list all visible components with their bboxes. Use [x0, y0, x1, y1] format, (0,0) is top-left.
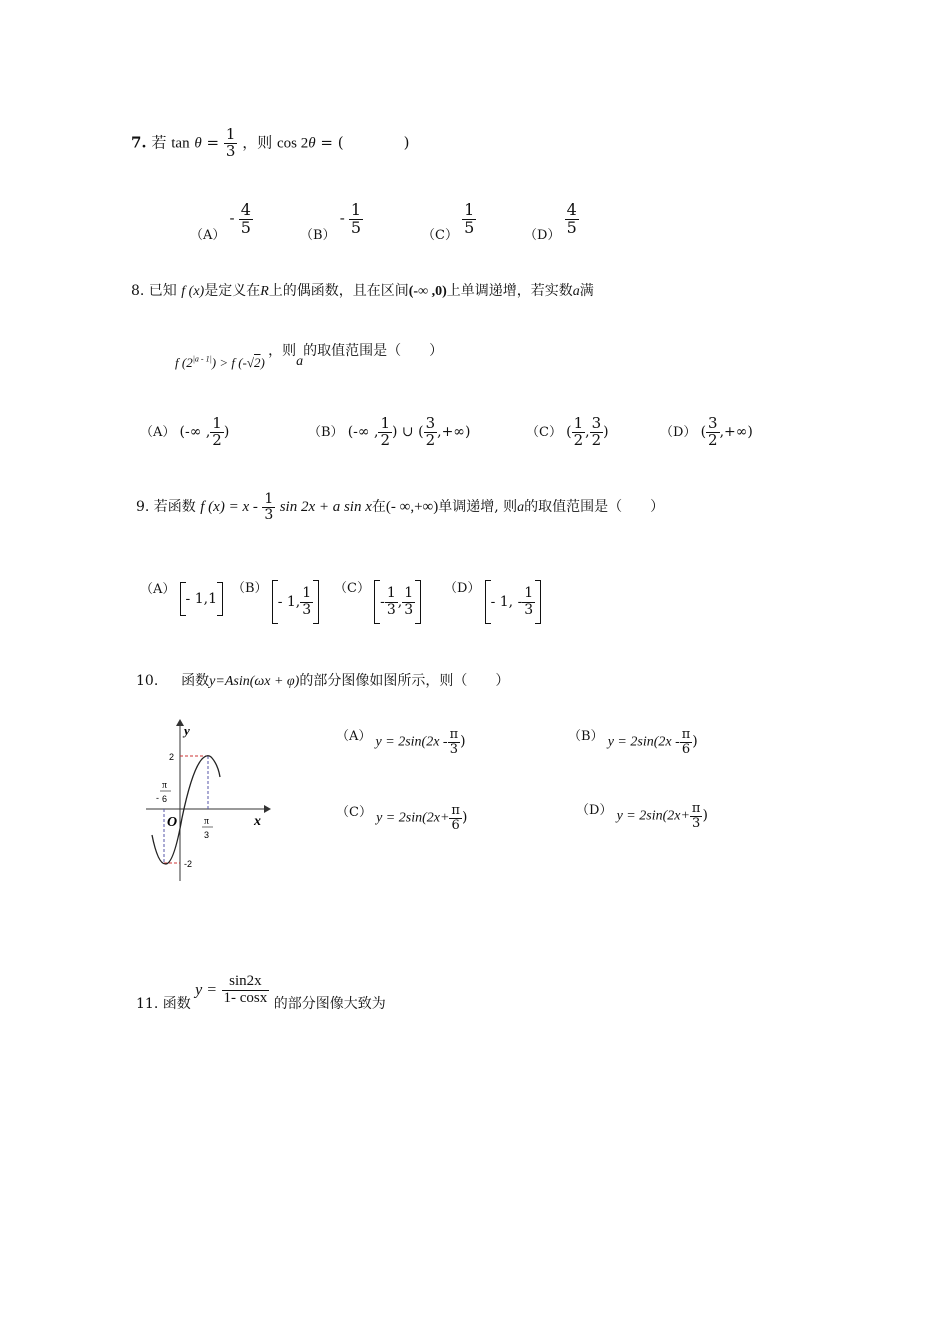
q10-option-c-den: 6 [451, 817, 460, 833]
q9-option-b-frac [300, 586, 313, 618]
q8-option-c-num2: 3 [591, 414, 602, 432]
q9-fx: f (x) = x - [200, 499, 258, 516]
q9-option-b-text: - 1, [277, 594, 301, 610]
q9-option-a-interval [180, 582, 223, 616]
q7-option-c-den: 5 [464, 217, 475, 237]
q10-option-b-text: y = 2sin(2x - [607, 734, 680, 750]
q10-option-b-label: （B） [568, 728, 604, 744]
q9-option-d-interval [485, 580, 542, 624]
q8-mid2: 上的偶函数，且在区间 [268, 283, 409, 299]
q8-option-a-text: (-∞ , [179, 423, 211, 440]
q10-sine-graph [140, 715, 275, 890]
q7-number: 7. [131, 133, 147, 152]
q9-option-b-interval [272, 580, 319, 624]
q8-option-a-after: ) [223, 423, 230, 440]
q8-option-c-frac2 [590, 416, 604, 449]
q10-option-a-den: 3 [449, 741, 458, 757]
q9-option-d-num: 1 [524, 585, 534, 602]
q7-option-d-frac [565, 202, 579, 237]
q9-option-b-num: 1 [302, 585, 312, 602]
q7-option-c [422, 200, 476, 243]
q9-option-b-label: （B） [232, 580, 268, 596]
q10-option-d-den: 3 [692, 815, 701, 831]
q9-frac-num: 1 [264, 491, 274, 507]
q8-option-b-den2: 2 [425, 430, 436, 449]
q7-option-b-label: （B） [300, 227, 336, 243]
q7-option-c-frac [462, 202, 476, 237]
q7-option-c-label: （C） [422, 227, 458, 243]
q8-pre: 8. 已知 [131, 283, 177, 299]
q10-func: y=Asin(ωx + φ) [209, 674, 300, 689]
q9-option-d-den: 3 [524, 601, 534, 618]
q9-option-c-num: 1 [386, 585, 396, 602]
q9-option-c-mid: , [397, 594, 403, 610]
q8-option-b [308, 416, 470, 449]
q10-option-d [576, 802, 708, 830]
q9-option-c-label: （C） [334, 580, 370, 596]
q9-option-b [232, 580, 319, 624]
q10-option-b-after: ) [692, 733, 698, 750]
q8-option-a-label: （A） [140, 424, 176, 440]
q7-option-d-num: 4 [566, 200, 577, 219]
q11-y: y = [195, 981, 218, 999]
q10-option-b-num: π [681, 727, 691, 742]
q8-mid: 是定义在 [204, 283, 261, 299]
q8-option-c [526, 416, 609, 449]
q8-option-b-frac2 [424, 416, 438, 449]
q7-option-a-sign: - [229, 208, 235, 227]
q7-option-d-label: （D） [524, 227, 561, 243]
sine-curve [152, 756, 220, 864]
neg-pi-six-num: π [162, 780, 168, 791]
q10-option-a-label: （A） [336, 728, 372, 744]
q10-option-c-text: y = 2sin(2x+ [376, 810, 450, 826]
q7-option-b-den: 5 [350, 217, 362, 237]
q7-option-a-num: 4 [240, 200, 251, 219]
q8-option-d-text: ( [700, 423, 707, 440]
q10-option-a-num: π [449, 727, 459, 742]
q8-option-a-den: 2 [212, 430, 222, 449]
q9-option-a [140, 582, 223, 616]
question-10 [136, 670, 509, 690]
question-11 [136, 973, 386, 1013]
q8-option-b-after2: ,+∞) [437, 423, 471, 440]
q8-option-b-num: 1 [380, 414, 391, 432]
q8-interval: (-∞ ,0) [408, 284, 447, 299]
q11-fraction [222, 974, 270, 1007]
q9-option-a-label: （A） [140, 581, 176, 597]
q9-end: 的取值范围是（ ） [524, 499, 665, 516]
q8-R: R [260, 284, 269, 299]
q10-option-c-after: ) [461, 809, 468, 826]
q9-fraction [262, 492, 275, 522]
q11-frac-den: 1- cosx [223, 989, 268, 1006]
q7-eq: = [206, 133, 220, 152]
question-9 [136, 492, 664, 522]
neg-pi-six-sign: - [156, 793, 159, 803]
q8-option-d [660, 416, 753, 449]
q9-pre: 9. 若函数 [136, 499, 196, 516]
q8-option-c-after: , [585, 423, 590, 440]
question-7 [131, 127, 409, 173]
pi-three-den: 3 [204, 830, 210, 840]
q10-option-c-label: （C） [336, 804, 372, 820]
q9-interval: (- ∞,+∞) [385, 499, 439, 516]
q9-zai: 在 [371, 499, 386, 516]
q8-sqrt: √2 [246, 355, 261, 370]
q7-option-d-den: 5 [566, 217, 577, 237]
q10-option-d-num: π [691, 801, 701, 816]
q7-frac-num: 1 [225, 125, 236, 143]
q8-fx: f (x) [181, 284, 205, 299]
q10-option-c [336, 804, 467, 832]
q10-option-a-text: y = 2sin(2x - [375, 734, 448, 750]
q10-number: 10. [136, 673, 159, 689]
q11-tail: 的部分图像大致为 [273, 996, 386, 1013]
q7-option-b-num: 1 [350, 200, 362, 219]
q11-pre: 11. 函数 [136, 996, 191, 1013]
q8-option-b-label: （B） [308, 424, 344, 440]
tick-minus-2-label: -2 [184, 859, 193, 869]
q8-option-d-label: （D） [660, 424, 697, 440]
q8-line2-a: a [296, 354, 304, 369]
q8-option-c-frac [572, 416, 586, 449]
q7-cos: cos 2 [277, 135, 309, 152]
q9-frac-den: 3 [264, 506, 274, 523]
q10-tail: 的部分图像如图所示，则（ ） [299, 673, 510, 689]
q7-option-a-den: 5 [240, 217, 251, 237]
q8-option-b-text: (-∞ , [347, 423, 379, 440]
q7-option-a-frac [239, 202, 253, 237]
q10-option-b-den: 6 [681, 741, 691, 757]
q10-pre: 函数 [181, 673, 210, 689]
q9-rest: sin 2x + a sin x [279, 499, 372, 516]
q8-sqrt-value: 2 [254, 355, 261, 370]
q8-option-d-frac [706, 416, 720, 449]
q7-frac-den: 3 [225, 141, 236, 160]
q9-option-d-frac [522, 586, 535, 618]
q8-option-d-den: 2 [708, 430, 718, 449]
q9-option-a-text: - 1,1 [185, 591, 217, 607]
q9-option-d [444, 580, 541, 624]
q7-theta: θ [194, 135, 202, 152]
q8-end: 满 [579, 283, 594, 299]
q8-cond-f1: f (2 [175, 355, 193, 370]
q9-option-c-num2: 1 [404, 585, 414, 602]
q7-tail: = ( ) [320, 133, 410, 152]
q9-option-c-frac [385, 586, 398, 618]
q8-option-c-after2: ) [603, 423, 609, 440]
y-axis-arrow-icon [176, 719, 184, 726]
q8-option-c-text: ( [566, 423, 572, 440]
q7-pre: 若 [151, 133, 167, 152]
q10-option-d-after: ) [702, 807, 708, 824]
q7-fraction [224, 127, 238, 160]
q8-option-c-label: （C） [526, 424, 562, 440]
q9-option-c [334, 580, 421, 624]
pi-three-num: π [204, 816, 210, 827]
q8-option-b-den: 2 [380, 430, 391, 449]
q9-a: a [517, 500, 525, 516]
y-axis-label: y [184, 723, 190, 738]
q7-option-b [300, 200, 363, 243]
question-8-line2 [175, 340, 444, 370]
q8-line2-tail: ，则 [268, 343, 297, 359]
q8-option-c-den: 2 [573, 430, 584, 449]
q10-option-b-frac [680, 728, 693, 756]
q8-option-c-den2: 2 [591, 430, 602, 449]
q8-option-b-num2: 3 [425, 414, 436, 432]
q10-option-c-num: π [451, 803, 460, 818]
q7-option-a [190, 200, 253, 243]
q9-tail: 单调递增, 则 [438, 499, 518, 516]
q9-option-b-den: 3 [302, 601, 312, 618]
q7-option-b-sign: - [339, 208, 345, 227]
q10-option-a-after: ) [460, 733, 466, 750]
neg-pi-six-den: 6 [162, 794, 168, 804]
q8-option-d-after: ,+∞) [719, 423, 753, 440]
q10-option-d-label: （D） [576, 802, 613, 818]
q8-option-c-num: 1 [573, 414, 584, 432]
q8-tail: 上单调递增，若实数 [446, 283, 573, 299]
q10-option-d-frac [690, 802, 703, 830]
q7-option-c-num: 1 [464, 200, 475, 219]
q8-option-a-num: 1 [212, 414, 222, 432]
x-axis-label: x [254, 814, 261, 829]
q8-cond-end: ) [260, 355, 265, 370]
q8-cond-exp: |a - 1| [192, 354, 212, 364]
q8-cond-mid: ) > f (- [211, 355, 247, 370]
q7-theta2: θ [308, 135, 316, 152]
q8-a: a [572, 284, 580, 299]
origin-label: O [167, 815, 178, 830]
q10-option-a [336, 728, 466, 756]
q8-line2-end: 的取值范围是（ ） [303, 343, 444, 359]
q11-frac-num: sin2x [222, 974, 270, 991]
q8-option-d-num: 3 [708, 414, 718, 432]
q7-option-b-frac [349, 202, 363, 237]
q9-option-c-den: 3 [386, 601, 396, 618]
q8-option-b-after: ) ∪ ( [392, 423, 424, 440]
q8-option-a [140, 416, 229, 449]
q9-option-c-frac2 [402, 586, 415, 618]
q10-option-b [568, 728, 698, 756]
q10-option-d-text: y = 2sin(2x+ [616, 808, 690, 824]
q10-option-a-frac [448, 728, 461, 756]
q7-tan: tan [171, 135, 190, 152]
q8-option-b-frac [378, 416, 392, 449]
x-axis-arrow-icon [264, 805, 271, 813]
q9-option-d-label: （D） [444, 580, 481, 596]
q8-condition [175, 355, 268, 370]
q8-option-a-frac [210, 416, 224, 449]
q7-option-d [524, 200, 579, 243]
q7-option-a-label: （A） [190, 227, 226, 243]
q9-option-c-den2: 3 [404, 601, 414, 618]
tick-2-label: 2 [169, 752, 175, 762]
q7-mid: ，则 [242, 133, 273, 152]
question-8-line1 [131, 280, 594, 300]
q9-option-c-interval [374, 580, 421, 624]
q9-option-c-text: - [380, 594, 385, 610]
q10-option-c-frac [449, 804, 462, 832]
q9-option-d-text: - 1, - [490, 594, 523, 610]
